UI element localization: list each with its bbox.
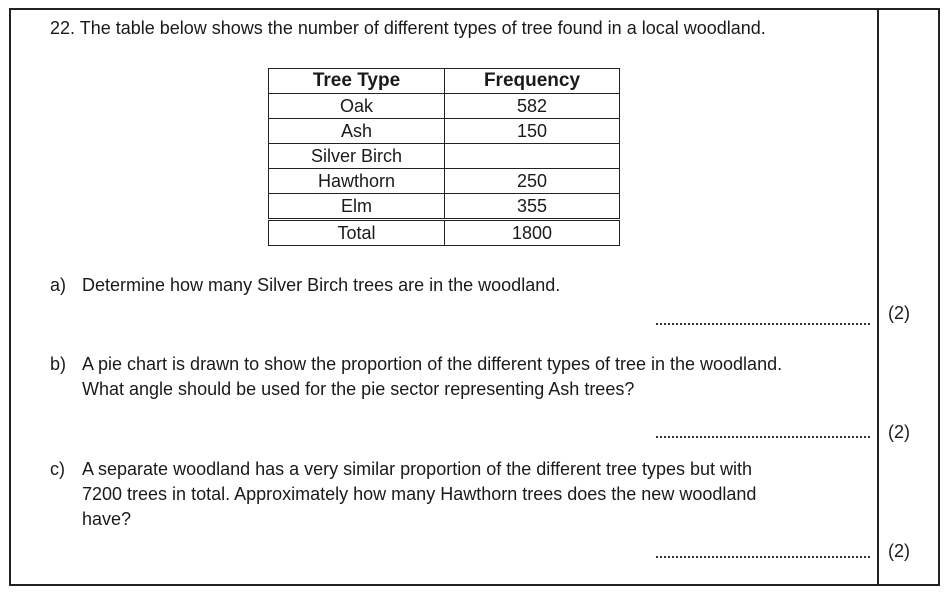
part-a [50, 273, 872, 298]
part-a-text: Determine how many Silver Birch trees are in the woodland. [82, 275, 561, 295]
marks-b: (2) [888, 422, 910, 442]
cell-tree-type: Silver Birch [269, 144, 445, 169]
marks-c: (2) [888, 541, 910, 561]
part-b-line-1: A pie chart is drawn to show the proportion of the different types of tree in the woodland. [82, 354, 783, 374]
part-b [50, 352, 872, 402]
part-c-line-1: A separate woodland has a very similar proportion of the different tree types but with [82, 459, 753, 479]
part-b-line-2: What angle should be used for the pie sector representing Ash trees? [82, 379, 635, 399]
answer-line-c[interactable] [656, 556, 870, 558]
table-total-row [269, 220, 620, 246]
cell-tree-type: Oak [269, 94, 445, 119]
cell-frequency: 250 [445, 169, 620, 194]
table-row [269, 194, 620, 220]
cell-frequency: 150 [445, 119, 620, 144]
part-c [50, 457, 872, 532]
answer-line-b[interactable] [656, 436, 870, 438]
cell-tree-type: Ash [269, 119, 445, 144]
header-frequency: Frequency [445, 69, 620, 94]
part-c-line-3: have? [82, 509, 132, 529]
part-b-text [82, 352, 872, 402]
part-a-letter: a) [50, 275, 67, 295]
tree-frequency-table [268, 68, 620, 246]
cell-tree-type: Elm [269, 194, 445, 220]
part-c-line-2: 7200 trees in total. Approximately how many Hawthorn trees does the new woodland [82, 484, 757, 504]
table-row [269, 119, 620, 144]
table-row [269, 169, 620, 194]
cell-total-label: Total [269, 220, 445, 246]
part-c-text [82, 457, 872, 532]
part-c-letter: c) [50, 459, 65, 479]
cell-total-value: 1800 [445, 220, 620, 246]
part-b-letter: b) [50, 354, 67, 374]
header-tree-type: Tree Type [269, 69, 445, 94]
table-row [269, 94, 620, 119]
cell-frequency: 355 [445, 194, 620, 220]
table-row [269, 144, 620, 169]
cell-frequency: 582 [445, 94, 620, 119]
cell-tree-type: Hawthorn [269, 169, 445, 194]
question-intro: 22. The table below shows the number of different types of tree found in a local woodland. [50, 18, 766, 38]
marks-column [878, 8, 940, 586]
answer-line-a[interactable] [656, 323, 870, 325]
marks-a: (2) [888, 303, 910, 323]
table-header-row [269, 69, 620, 94]
cell-frequency [445, 144, 620, 169]
